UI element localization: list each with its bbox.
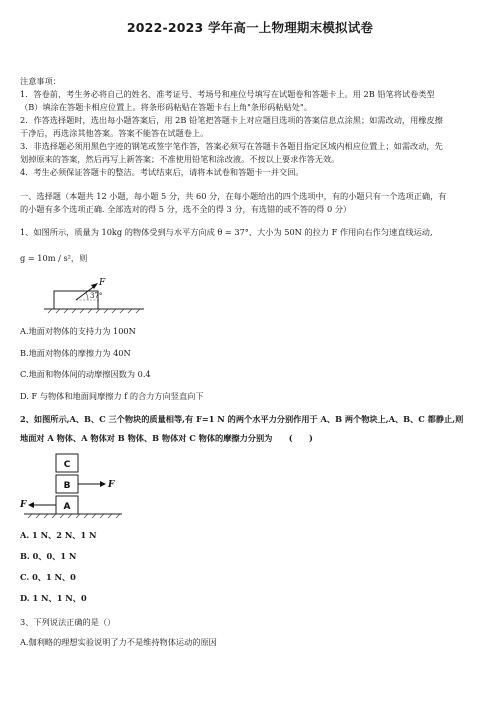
q2-option-a: A. 1 N、2 N、1 N bbox=[20, 530, 97, 540]
q2-stem: 2、如图所示,A、B、C 三个物块的质量相等,有 F=1 N 的两个水平力分别作用于 A、B 两个物块上,A、B、C 都静止,则 bbox=[20, 414, 464, 424]
q2-left-force-arrowhead bbox=[28, 502, 34, 508]
notice-line-2: （B）填涂在答题卡相应位置上。将条形码粘贴在答题卡右上角"条形码粘贴处"。 bbox=[20, 102, 312, 112]
notice-heading: 注意事项： bbox=[20, 76, 61, 86]
q2-option-c: C. 0、1 N、0 bbox=[20, 572, 76, 582]
q3-option-a: A.伽利略的理想实验说明了力不是维持物体运动的原因 bbox=[20, 637, 217, 647]
notice-line-5: 3．非选择题必须用黑色字迹的钢笔或签字笔作答，答案必须写在答题卡各题目指定区域内相应位置上；如需改动，先 bbox=[20, 141, 443, 151]
q2-figure bbox=[18, 451, 128, 524]
q2-right-force-label: F bbox=[108, 480, 115, 490]
q1-option-c: C.地面和物体间的动摩擦因数为 0.4 bbox=[20, 369, 151, 379]
section-intro-line-1: 一、选择题（本题共 12 小题，每小题 5 分，共 60 分，在每小题给出的四个选项中，有的小题只有一个选项正确，有 bbox=[20, 191, 447, 201]
notice-line-1: 1．答卷前，考生务必将自己的姓名、准考证号、考场号和座位号填写在试题卷和答题卡上。用 2B 铅笔将试卷类型 bbox=[20, 89, 435, 99]
q2-label-b: B bbox=[63, 481, 71, 491]
q1-ground-hatch bbox=[48, 309, 140, 313]
q2-option-d: D. 1 N、1 N、0 bbox=[20, 593, 87, 603]
notice-line-4: 干净后，再选涂其他答案。答案不能答在试题卷上。 bbox=[20, 128, 209, 138]
section-intro-line-2: 的小题有多个选项正确. 全部选对的得 5 分，选不全的得 3 分，有选错的或不答的得 0 分） bbox=[20, 204, 352, 214]
q1-option-d: D. F 与物体和地面间摩擦力 f 的合力方向竖直向下 bbox=[20, 391, 204, 401]
q2-option-b: B. 0、0、1 N bbox=[20, 551, 77, 561]
q2-stem-2: 地面对 A 物体、A 物体对 B 物体、B 物体对 C 物体的摩擦力分别为 ( ) bbox=[20, 433, 313, 443]
q1-angle-label: 37° bbox=[90, 292, 103, 300]
q1-option-b: B.地面对物体的摩擦力为 40N bbox=[20, 348, 131, 358]
notice-line-6: 划掉原来的答案，然后再写上新答案；不准使用铅笔和涂改液。不按以上要求作答无效。 bbox=[20, 154, 340, 164]
q2-ground-hatch bbox=[28, 514, 120, 518]
q2-label-a: A bbox=[63, 502, 71, 512]
q2-label-c: C bbox=[63, 460, 71, 470]
q1-stem: 1、如图所示，质量为 10kg 的物体受到与水平方向成 θ = 37°、大小为 50N 的拉力 F 作用向右作匀速直线运动, bbox=[20, 227, 433, 237]
q3-stem: 3、下列说法正确的是（） bbox=[20, 617, 116, 627]
q1-stem-2: g = 10m / s²，则 bbox=[20, 253, 88, 263]
q2-left-force-label: F bbox=[20, 500, 27, 510]
q1-option-a: A.地面对物体的支持力为 100N bbox=[20, 326, 136, 336]
page-title: 2022-2023 学年高一上物理期末模拟试卷 bbox=[126, 20, 374, 35]
q1-figure bbox=[40, 276, 150, 318]
notice-line-7: 4．考生必须保证答题卡的整洁。考试结束后，请将本试卷和答题卡一并交回。 bbox=[20, 167, 304, 177]
q1-force-label: F bbox=[99, 278, 106, 288]
notice-line-3: 2．作答选择题时，选出每小题答案后，用 2B 铅笔把答题卡上对应题目选项的答案信息点涂黑；如需改动，用橡皮擦 bbox=[20, 115, 443, 125]
q2-right-force-arrowhead bbox=[100, 481, 106, 487]
